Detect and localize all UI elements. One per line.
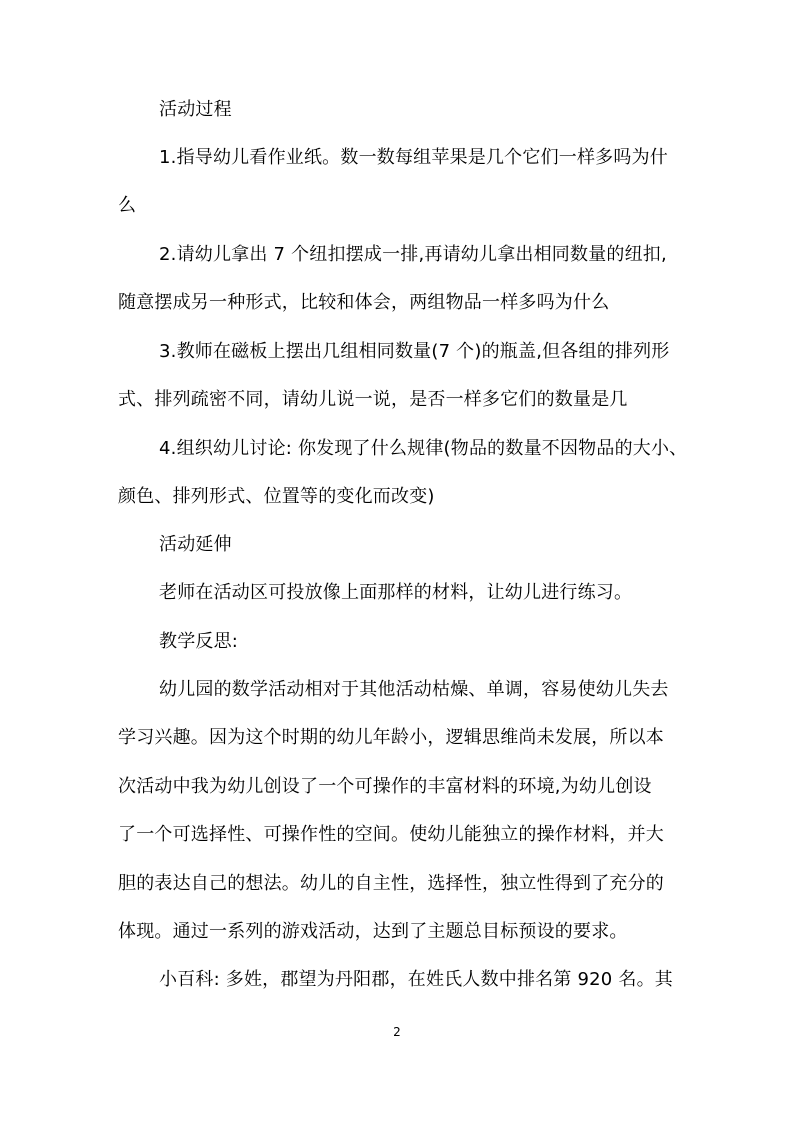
paragraph-line: 2.请幼儿拿出 7 个纽扣摆成一排,再请幼儿拿出相同数量的纽扣, <box>159 244 667 265</box>
paragraph-line: 3.教师在磁板上摆出几组相同数量(7 个)的瓶盖,但各组的排列形 <box>159 341 670 362</box>
paragraph-line: 式、排列疏密不同，请幼儿说一说，是否一样多它们的数量是几 <box>118 389 628 410</box>
paragraph-line: 老师在活动区可投放像上面那样的材料，让幼儿进行练习。 <box>159 582 633 603</box>
paragraph-line: 1.指导幼儿看作业纸。数一数每组苹果是几个它们一样多吗为什 <box>159 147 668 168</box>
paragraph-line: 学习兴趣。因为这个时期的幼儿年龄小，逻辑思维尚未发展，所以本 <box>118 727 664 748</box>
paragraph-line: 4.组织幼儿讨论: 你发现了什么规律(物品的数量不因物品的大小、 <box>159 438 688 459</box>
heading-teaching-reflection: 教学反思: <box>159 631 239 652</box>
paragraph-line: 胆的表达自己的想法。幼儿的自主性，选择性，独立性得到了充分的 <box>118 873 664 894</box>
page-number: 2 <box>393 1025 401 1039</box>
paragraph-line: 幼儿园的数学活动相对于其他活动枯燥、单调，容易使幼儿失去 <box>159 679 669 700</box>
paragraph-line: 颜色、排列形式、位置等的变化而改变) <box>118 486 435 507</box>
paragraph-line: 了一个可选择性、可操作性的空间。使幼儿能独立的操作材料，并大 <box>118 824 664 845</box>
paragraph-line: 随意摆成另一种形式，比较和体会，两组物品一样多吗为什么 <box>118 292 610 313</box>
heading-activity-extension: 活动延伸 <box>159 534 232 555</box>
paragraph-line: 小百科: 多姓，郡望为丹阳郡，在姓氏人数中排名第 920 名。其 <box>159 969 673 990</box>
paragraph-line: 次活动中我为幼儿创设了一个可操作的丰富材料的环境,为幼儿创设 <box>118 776 652 797</box>
paragraph-line: 么 <box>118 195 137 216</box>
paragraph-line: 体现。通过一系列的游戏活动，达到了主题总目标预设的要求。 <box>118 921 628 942</box>
heading-activity-process: 活动过程 <box>159 99 232 120</box>
